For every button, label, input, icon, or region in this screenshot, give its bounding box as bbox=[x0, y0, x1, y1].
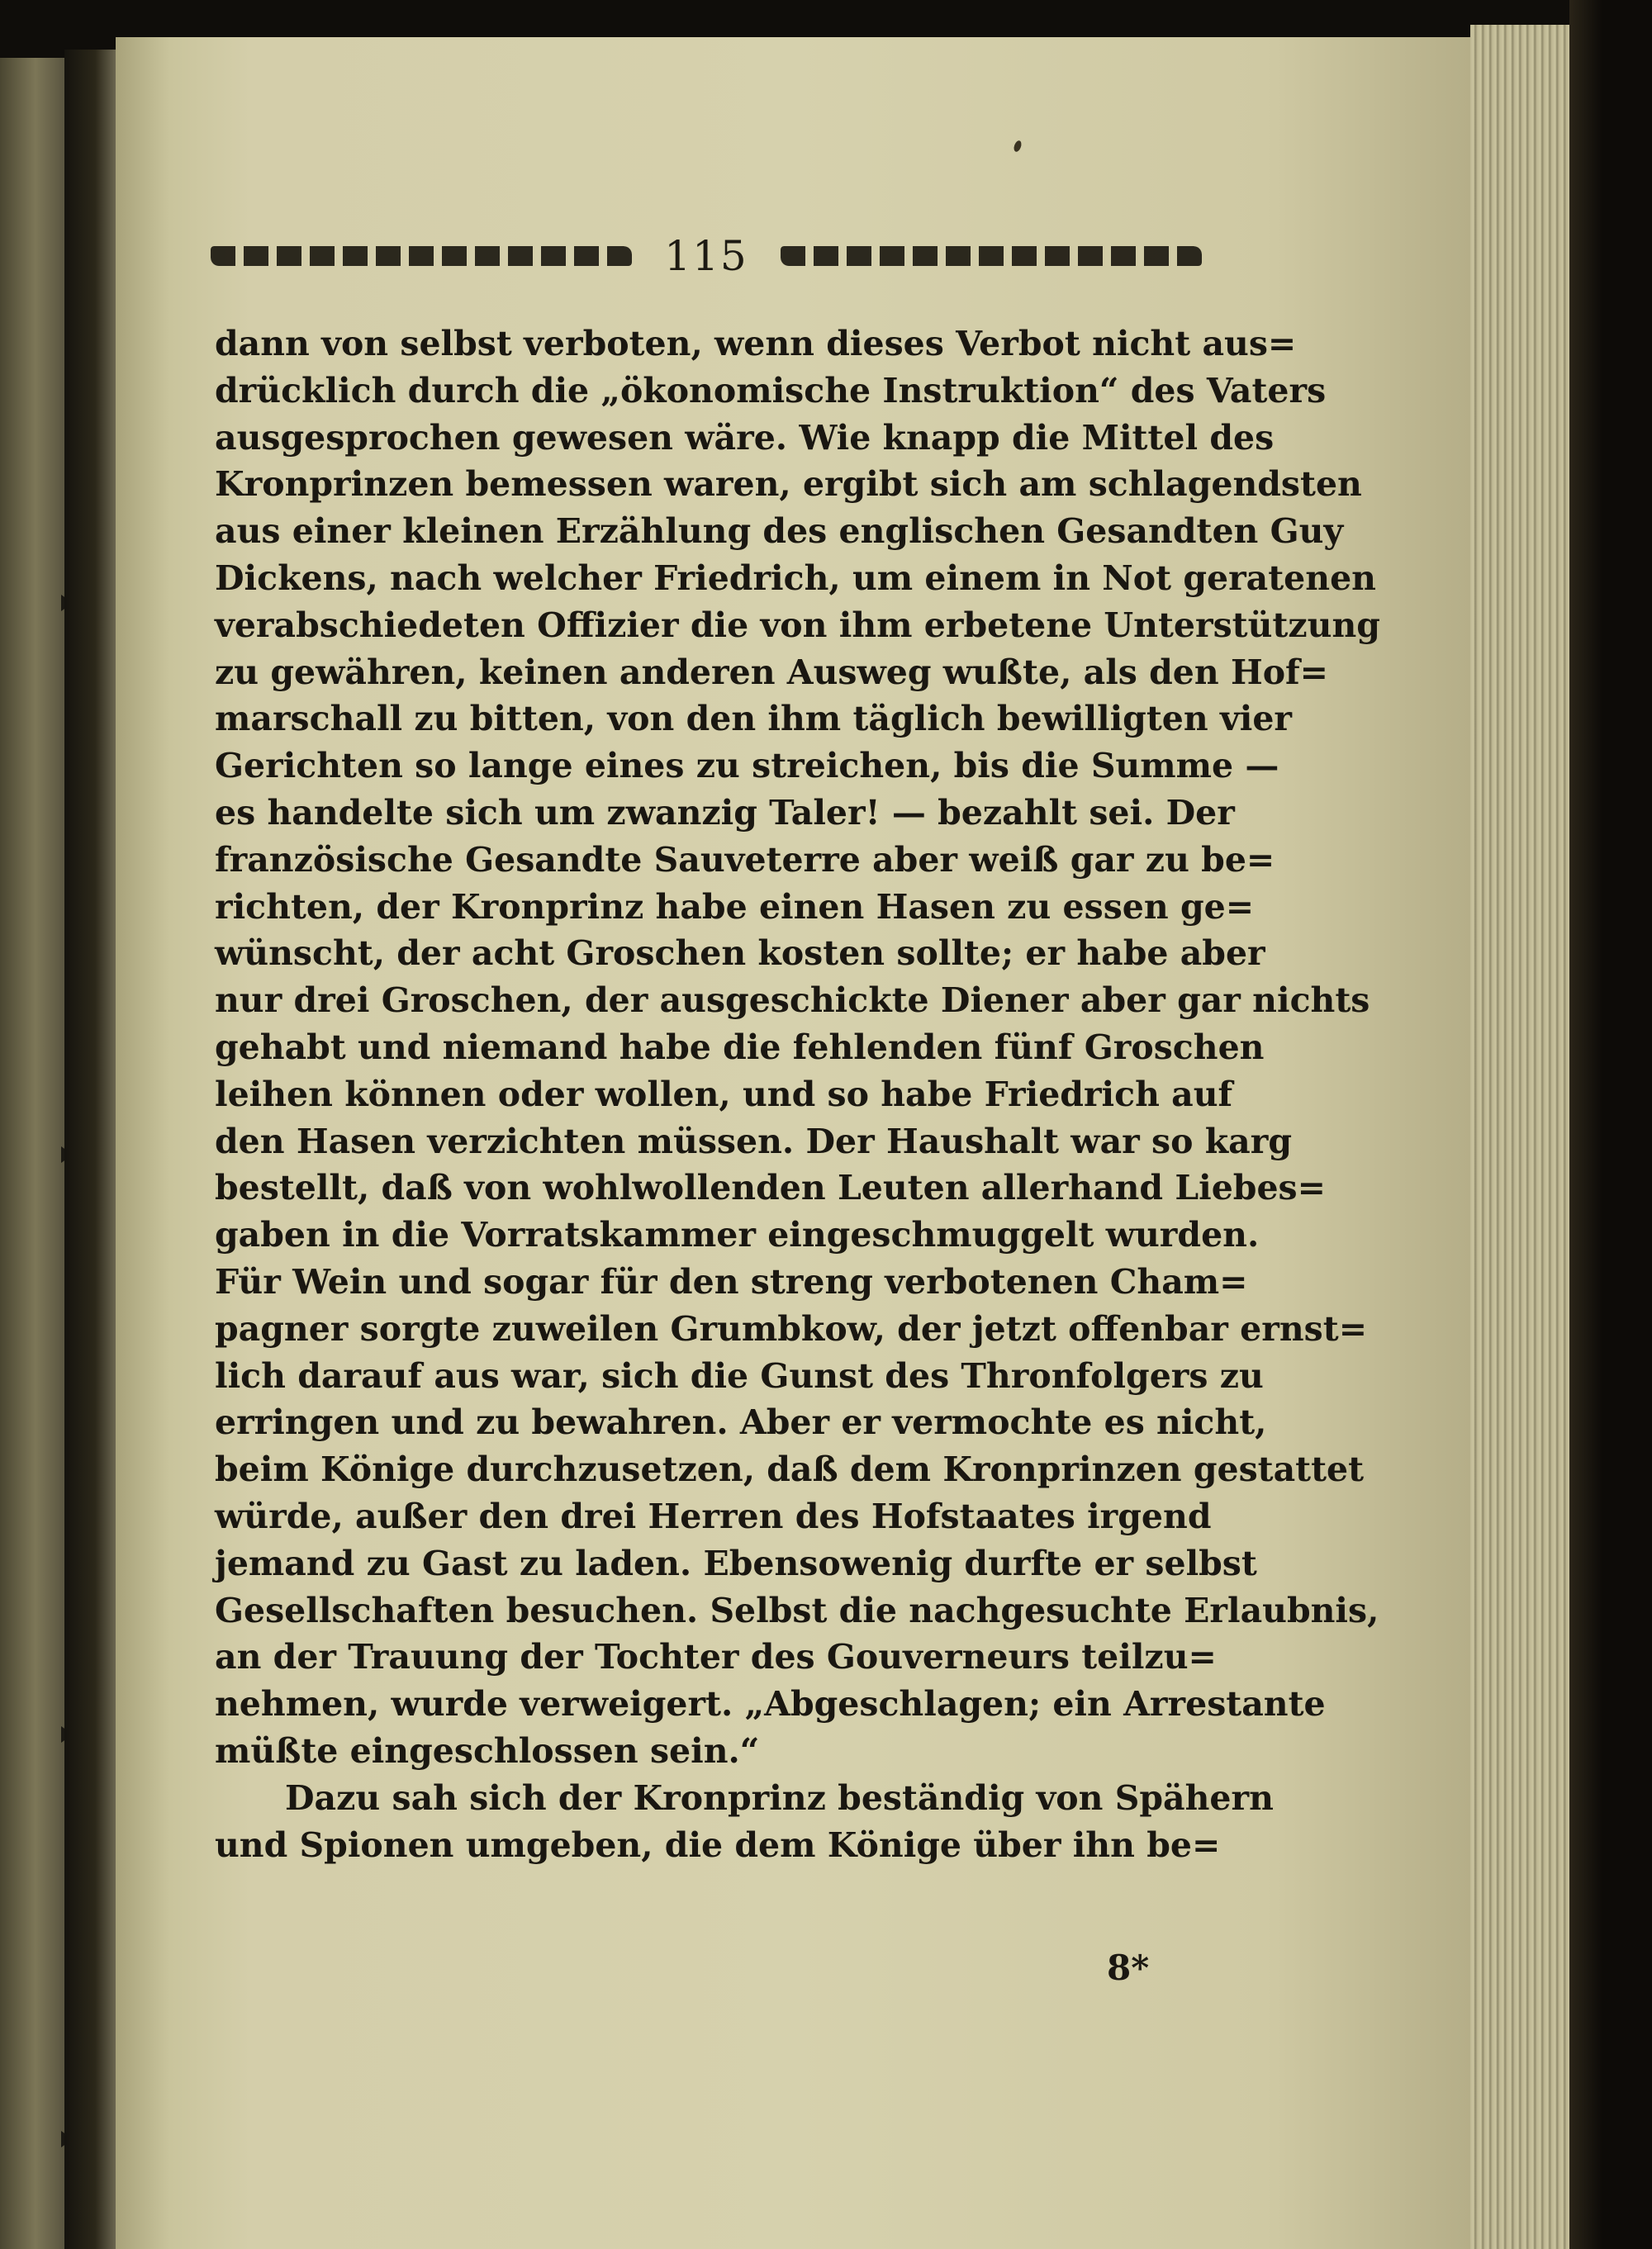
text-line: Dickens, nach welcher Friedrich, um einem in Not geratenen bbox=[215, 558, 1376, 598]
text-line: erringen und zu bewahren. Aber er vermochte es nicht, bbox=[215, 1402, 1267, 1443]
text-line: bestellt, daß von wohlwollenden Leuten allerhand Liebes= bbox=[215, 1168, 1326, 1208]
text-line: Für Wein und sogar für den streng verbotenen Cham= bbox=[215, 1261, 1248, 1302]
text-line: ausgesprochen gewesen wäre. Wie knapp die Mittel des bbox=[215, 417, 1275, 458]
text-line: französische Gesandte Sauveterre aber weiß gar zu be= bbox=[215, 839, 1275, 880]
text-line: marschall zu bitten, von den ihm täglich bewilligten vier bbox=[215, 699, 1293, 739]
text-line: dann von selbst verboten, wenn dieses Verbot nicht aus= bbox=[215, 324, 1297, 363]
text-line: nehmen, wurde verweigert. „Abgeschlagen; ein Arrestante bbox=[215, 1684, 1326, 1725]
text-line: aus einer kleinen Erzählung des englischen Gesandten Guy bbox=[215, 511, 1344, 552]
text-line: drücklich durch die „ökonomische Instruktion“ des Vaters bbox=[215, 370, 1327, 410]
text-line: und Spionen umgeben, die dem Könige über ihn be= bbox=[215, 1824, 1221, 1865]
text-line: Gerichten so lange eines zu streichen, bis die Summe — bbox=[215, 746, 1279, 786]
header-ornament-right bbox=[781, 246, 1202, 266]
text-line: verabschiedeten Offizier die von ihm erbetene Unterstützung bbox=[215, 605, 1380, 645]
text-line: richten, der Kronprinz habe einen Hasen zu essen ge= bbox=[215, 886, 1255, 927]
text-line: zu gewähren, keinen anderen Ausweg wußte, als den Hof= bbox=[215, 652, 1329, 692]
text-line: Dazu sah sich der Kronprinz beständig von Spähern bbox=[285, 1777, 1274, 1818]
text-line: es handelte sich um zwanzig Taler! — bezahlt sei. Der bbox=[215, 792, 1235, 833]
body-text bbox=[215, 320, 1380, 1868]
text-line: gaben in die Vorratskammer eingeschmuggelt wurden. bbox=[215, 1215, 1260, 1255]
header-ornament-left bbox=[211, 246, 632, 266]
text-line: Kronprinzen bemessen waren, ergibt sich am schlagendsten bbox=[215, 464, 1362, 505]
text-line: an der Trauung der Tochter des Gouverneurs teilzu= bbox=[215, 1637, 1217, 1677]
text-line: lich darauf aus war, sich die Gunst des Thronfolgers zu bbox=[215, 1355, 1264, 1396]
text-line: leihen können oder wollen, und so habe Friedrich auf bbox=[215, 1074, 1233, 1114]
text-line: wünscht, der acht Groschen kosten sollte; er habe aber bbox=[215, 933, 1265, 974]
text-line: nur drei Groschen, der ausgeschickte Diener aber gar nichts bbox=[215, 980, 1370, 1021]
text-line: den Hasen verzichten müssen. Der Haushalt war so karg bbox=[215, 1121, 1292, 1161]
text-line: würde, außer den drei Herren des Hofstaates irgend bbox=[215, 1496, 1212, 1536]
left-page-edge bbox=[0, 58, 64, 2249]
book-gutter bbox=[64, 50, 116, 2249]
text-line: pagner sorgte zuweilen Grumbkow, der jetzt offenbar ernst= bbox=[215, 1308, 1368, 1349]
text-line: beim Könige durchzusetzen, daß dem Kronprinzen gestattet bbox=[215, 1450, 1365, 1490]
page-stack-edge bbox=[1470, 25, 1569, 2249]
cover-edge bbox=[1569, 0, 1652, 2249]
text-line: müßte eingeschlossen sein.“ bbox=[215, 1730, 760, 1771]
signature-mark: 8* bbox=[1107, 1948, 1150, 1988]
page-number: 115 bbox=[664, 232, 748, 280]
text-line: Gesellschaften besuchen. Selbst die nachgesuchte Erlaubnis, bbox=[215, 1590, 1379, 1630]
text-line: jemand zu Gast zu laden. Ebensowenig durfte er selbst bbox=[215, 1543, 1257, 1583]
running-header bbox=[211, 227, 1202, 285]
text-line: gehabt und niemand habe die fehlenden fünf Groschen bbox=[215, 1027, 1265, 1067]
